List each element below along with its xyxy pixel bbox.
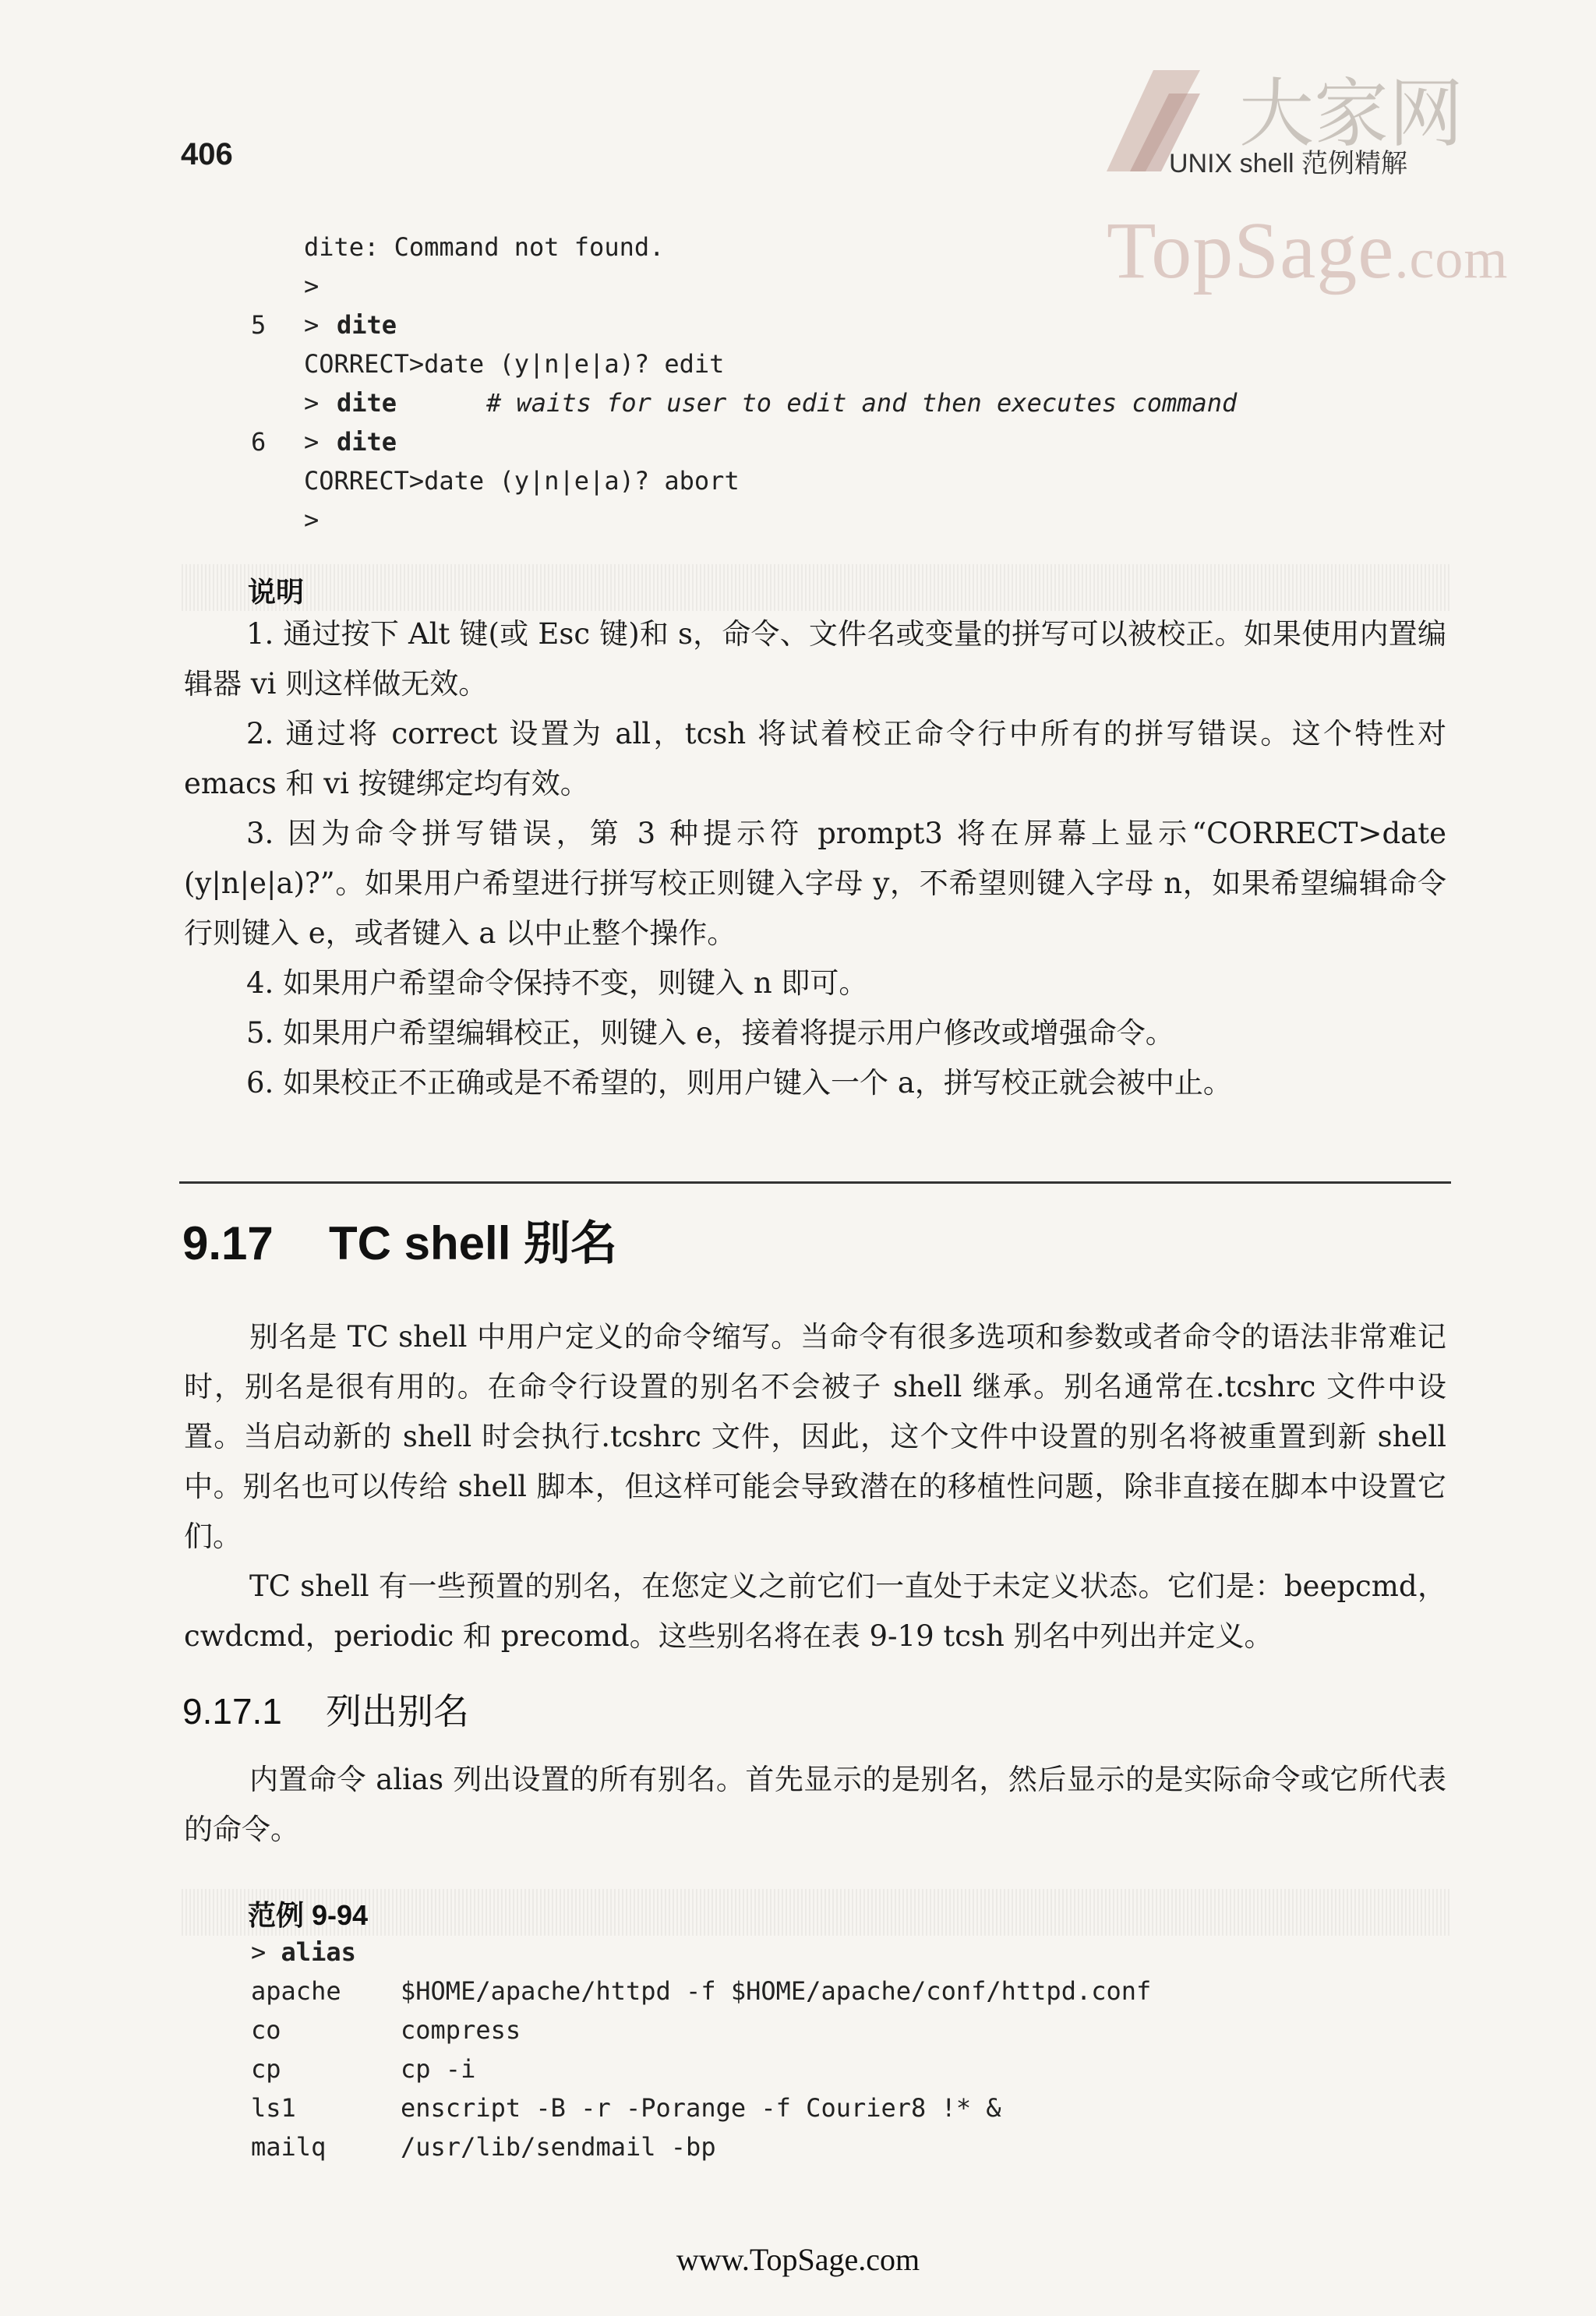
code-command: dite <box>337 310 397 340</box>
code-prompt: > <box>304 271 320 301</box>
section-number: 9.17 <box>182 1217 274 1269</box>
section-rule <box>179 1181 1451 1184</box>
body-paragraph: TC shell 有一些预置的别名，在您定义之前它们一直处于未定义状态。它们是：beepcmd，cwdcmd，periodic 和 precomd。这些别名将在表 9-19 tcsh 别名中列出并定义。 <box>184 1569 1446 1653</box>
watermark-english-text: TopSage <box>1107 206 1395 295</box>
note-item: 5. 如果用户希望编辑校正，则键入 e，接着将提示用户修改或增强命令。 <box>246 1016 1174 1050</box>
example-label: 范例 9-94 <box>248 1899 369 1931</box>
code-command: dite <box>337 427 397 457</box>
code-line-number: 5 <box>251 310 267 340</box>
watermark-logo-icon <box>1099 62 1208 179</box>
code-command: dite <box>337 388 397 418</box>
watermark-english <box>1107 204 1508 297</box>
note-item: 3. 因为命令拼写错误，第 3 种提示符 prompt3 将在屏幕上显示“CORRECT>date (y|n|e|a)?”。如果用户希望进行拼写校正则键入字母 y，不希望则键入字母 n，如果希望编辑命令行则键入 e，或者键入 a 以中止整个操作。 <box>184 817 1446 950</box>
note-item: 6. 如果校正不正确或是不希望的，则用户键入一个 a，拼写校正就会被中止。 <box>246 1066 1232 1100</box>
alias-value: /usr/lib/sendmail -bp <box>401 2132 716 2162</box>
alias-row <box>251 2132 716 2162</box>
alias-value: $HOME/apache/httpd -f $HOME/apache/conf/httpd.conf <box>401 1976 1152 2006</box>
subsection-heading <box>182 1683 469 1735</box>
section-body <box>184 1312 1446 1661</box>
note-list <box>184 609 1446 1108</box>
code-line: dite: Command not found. <box>304 232 665 262</box>
running-head: UNIX shell 范例精解 <box>1169 149 1408 178</box>
code-comment: # waits for user to edit and then executes command <box>486 388 1238 418</box>
subsection-body <box>184 1755 1446 1855</box>
code-prompt: > <box>304 427 320 457</box>
body-paragraph: 别名是 TC shell 中用户定义的命令缩写。当命令有很多选项和参数或者命令的语法非常难记时，别名是很有用的。在命令行设置的别名不会被子 shell 继承。别名通常在.tcshrc 文件中设置。当启动新的 shell 时会执行.tcshrc 文件，因此，这个文件中设置的别名将被重置到新 shell 中。别名也可以传给 shell 脚本，但这样可能会导致潜在的移植性问题，除非直接在脚本中设置它们。 <box>184 1320 1446 1553</box>
note-label: 说明 <box>248 576 305 608</box>
note-item: 4. 如果用户希望命令保持不变，则键入 n 即可。 <box>246 966 868 1000</box>
code-line: CORRECT>date (y|n|e|a)? abort <box>304 466 740 496</box>
example-command-line <box>251 1937 356 1967</box>
note-item: 1. 通过按下 Alt 键(或 Esc 键)和 s，命令、文件名或变量的拼写可以被校正。如果使用内置编辑器 vi 则这样做无效。 <box>184 617 1446 701</box>
body-paragraph: 内置命令 alias 列出设置的所有别名。首先显示的是别名，然后显示的是实际命令或它所代表的命令。 <box>184 1763 1446 1846</box>
alias-name: apache <box>251 1976 341 2006</box>
note-header-band <box>179 564 1449 611</box>
note-item: 2. 通过将 correct 设置为 all，tcsh 将试着校正命令行中所有的拼写错误。这个特性对 emacs 和 vi 按键绑定均有效。 <box>184 717 1446 800</box>
page-number: 406 <box>181 137 233 171</box>
code-prompt: > <box>251 1937 267 1967</box>
watermark-english-suffix: .com <box>1394 228 1509 290</box>
subsection-title: 列出别名 <box>326 1691 469 1732</box>
code-prompt: > <box>304 505 320 535</box>
example-header-band <box>179 1889 1449 1936</box>
footer-url: www.TopSage.com <box>676 2242 920 2277</box>
subsection-number: 9.17.1 <box>182 1691 282 1732</box>
alias-name: mailq <box>251 2132 327 2162</box>
alias-value: cp -i <box>401 2054 476 2084</box>
alias-name: cp <box>251 2054 281 2084</box>
code-line-number: 6 <box>251 427 267 457</box>
alias-row <box>251 2054 475 2084</box>
code-command: alias <box>281 1937 356 1967</box>
code-line: CORRECT>date (y|n|e|a)? edit <box>304 349 725 379</box>
alias-row <box>251 1976 1151 2006</box>
code-prompt: > <box>304 310 320 340</box>
alias-name: ls1 <box>251 2093 296 2123</box>
alias-value: enscript -B -r -Porange -f Courier8 !* & <box>401 2093 1001 2123</box>
alias-value: compress <box>401 2015 521 2045</box>
section-heading <box>182 1206 617 1273</box>
section-title: TC shell 别名 <box>329 1217 618 1269</box>
alias-row <box>251 2015 521 2045</box>
alias-name: co <box>251 2015 281 2045</box>
alias-row <box>251 2093 1001 2123</box>
watermark-chinese: 大家网 <box>1239 70 1464 157</box>
code-prompt: > <box>304 388 320 418</box>
